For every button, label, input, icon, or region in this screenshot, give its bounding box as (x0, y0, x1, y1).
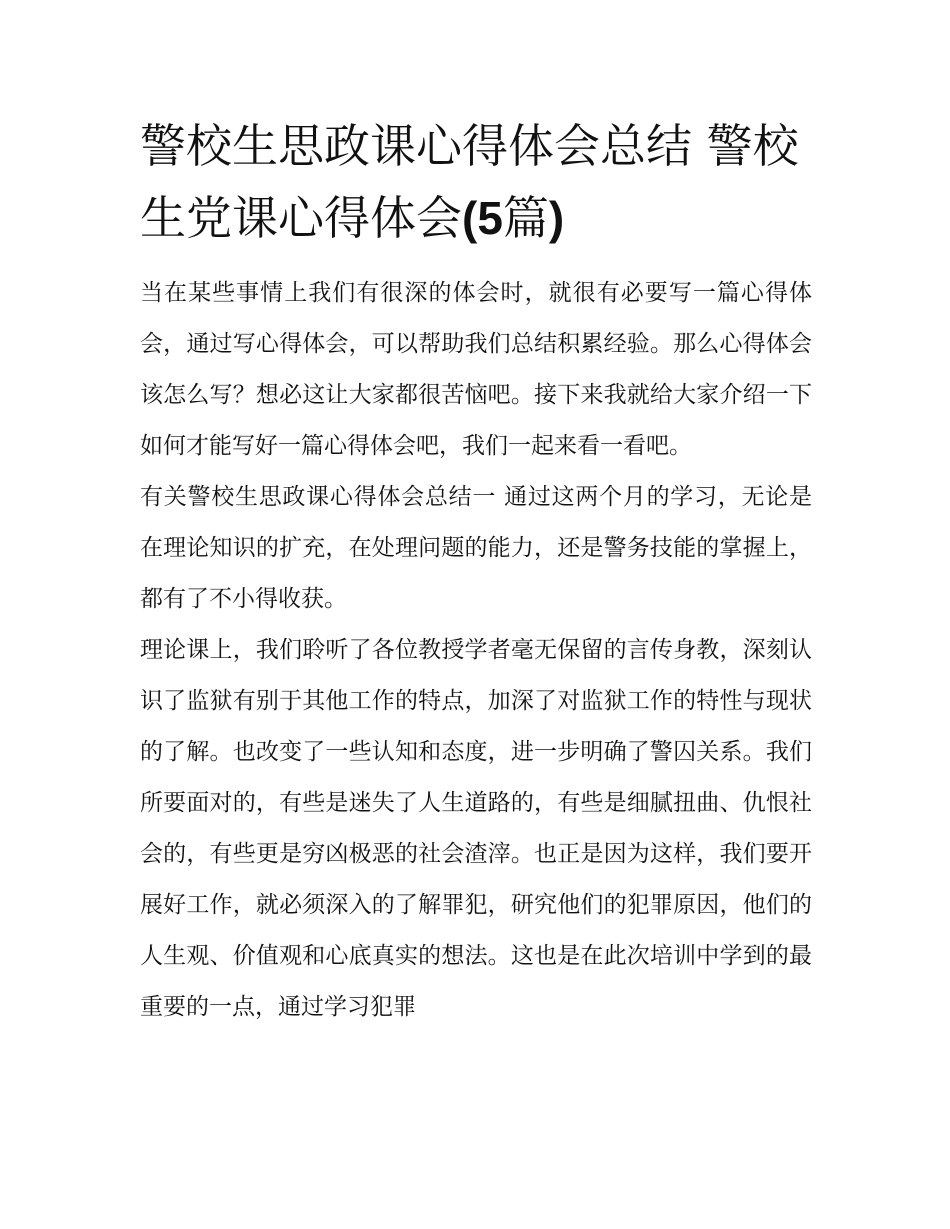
title-count-close: ) (548, 192, 565, 244)
intro-paragraph: 当在某些事情上我们有很深的体会时，就很有必要写一篇心得体会，通过写心得体会，可以帮助我们总结积累经验。那么心得体会该怎么写？想必这让大家都很苦恼吧。接下来我就给大家介绍一下如何才能写好一篇心得体会吧，我们一起来看一看吧。 (140, 280, 812, 459)
document-title (140, 110, 812, 254)
title-count-open: (5 (462, 192, 503, 244)
document-page (140, 110, 812, 1033)
section-one-paragraph: 有关警校生思政课心得体会总结一 通过这两个月的学习，无论是在理论知识的扩充，在处理问题的能力，还是警务技能的掌握上，都有了不小得收获。 (140, 484, 812, 612)
title-count-unit: 篇 (502, 191, 549, 245)
theory-class-paragraph: 理论课上，我们聆听了各位教授学者毫无保留的言传身教，深刻认识了监狱有别于其他工作的特点，加深了对监狱工作的特性与现状的了解。也改变了一些认知和态度，进一步明确了警囚关系。我们所要面对的，有些是迷失了人生道路的，有些是细腻扭曲、仇恨社会的，有些更是穷凶极恶的社会渣滓。也正是因为这样，我们要开展好工作，就必须深入的了解罪犯，研究他们的犯罪原因，他们的人生观、价值观和心底真实的想法。这也是在此次培训中学到的最重要的一点，通过学习犯罪 (140, 637, 812, 1020)
title-text: 警校生思政课心得体会总结 警校生党课心得体会 (140, 119, 799, 245)
